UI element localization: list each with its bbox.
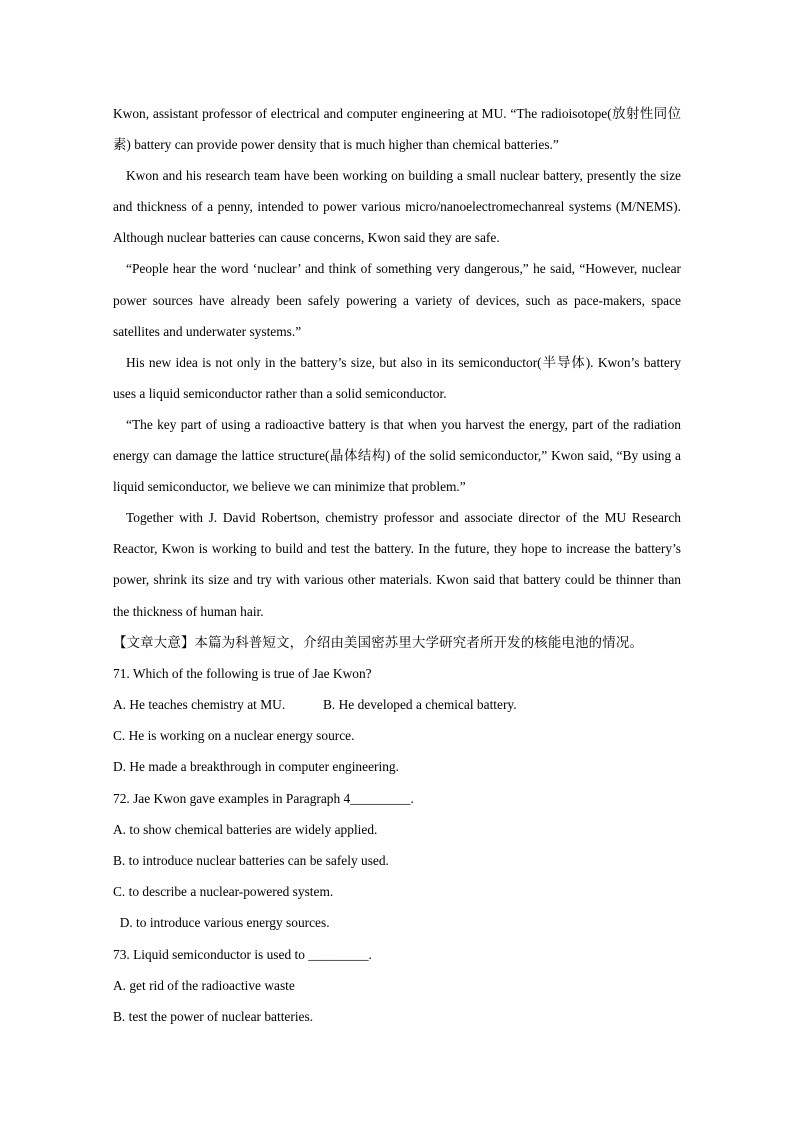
question-72-option-a: A. to show chemical batteries are widely applied. bbox=[113, 821, 378, 837]
passage-paragraph-2: Kwon and his research team have been working on building a small nuclear battery, presently the size and thickness of a penny, intended to power various micro/nanoelectromechanreal systems (M/NEMS). Although nuclear batteries can cause concerns, Kwon said they are safe. bbox=[113, 168, 681, 246]
question-73-stem: 73. Liquid semiconductor is used to _________. bbox=[113, 946, 372, 962]
passage-paragraph-4: His new idea is not only in the battery’s size, but also in its semiconductor(半导体). Kwon’s battery uses a liquid semiconductor rather than a solid semiconductor. bbox=[113, 354, 681, 401]
passage-paragraph-3: “People hear the word ‘nuclear’ and think of something very dangerous,” he said, “However, nuclear power sources have already been safely powering a variety of devices, such as pace-makers, space satellites and underwater systems.” bbox=[113, 261, 681, 339]
question-71-option-c: C. He is working on a nuclear energy source. bbox=[113, 728, 355, 744]
question-72-option-d: D. to introduce various energy sources. bbox=[113, 915, 330, 931]
question-71-options-ab bbox=[113, 689, 681, 720]
question-71-option-a: A. He teaches chemistry at MU. bbox=[113, 697, 286, 712]
question-72 bbox=[113, 783, 681, 939]
question-73-option-b: B. test the power of nuclear batteries. bbox=[113, 1009, 314, 1025]
passage-paragraph-6: Together with J. David Robertson, chemistry professor and associate director of the MU Research Reactor, Kwon is working to build and test the battery. In the future, they hope to increase the battery’s power, shrink its size and try with various other materials. Kwon said that battery could be thinner than the thickness of human hair. bbox=[113, 510, 681, 619]
question-71-option-d: D. He made a breakthrough in computer engineering. bbox=[113, 759, 399, 775]
document-page bbox=[113, 98, 681, 1032]
question-72-option-b: B. to introduce nuclear batteries can be safely used. bbox=[113, 853, 389, 869]
question-72-stem: 72. Jae Kwon gave examples in Paragraph 4_________. bbox=[113, 790, 414, 806]
article-summary: 【文章大意】本篇为科普短文，介绍由美国密苏里大学研究者所开发的核能电池的情况。 bbox=[113, 634, 644, 650]
question-71-option-b: B. He developed a chemical battery. bbox=[323, 697, 517, 712]
question-72-option-c: C. to describe a nuclear-powered system. bbox=[113, 884, 334, 900]
question-71-stem: 71. Which of the following is true of Jae Kwon? bbox=[113, 665, 372, 681]
question-73 bbox=[113, 939, 681, 1033]
question-71 bbox=[113, 658, 681, 783]
passage-paragraph-5: “The key part of using a radioactive battery is that when you harvest the energy, part of the radiation energy can damage the lattice structure(晶体结构) of the solid semiconductor,” Kwon said, “By using a liquid semiconductor, we believe we can minimize that problem.” bbox=[113, 416, 681, 495]
passage-paragraph-1: Kwon, assistant professor of electrical and computer engineering at MU. “The radioisotope(放射性同位素) battery can provide power density that is much higher than chemical batteries.” bbox=[113, 106, 681, 153]
question-73-option-a: A. get rid of the radioactive waste bbox=[113, 977, 295, 993]
